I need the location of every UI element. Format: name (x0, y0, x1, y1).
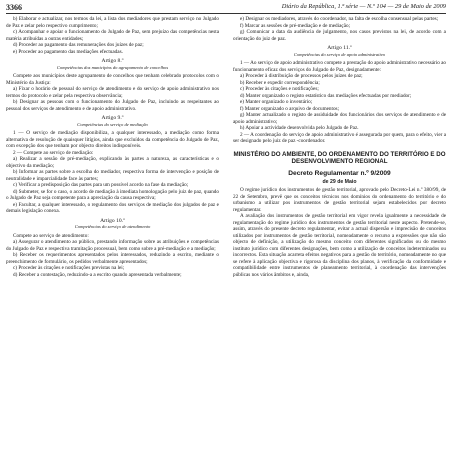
paragraph: A avaliação dos instrumentos de gestão territorial em vigor revela igualmente a necessidade de regulamentação do regime jurídico dos instrumentos de gestão territorial neste aspecto. Pretende-se, assim, através do presente decreto regulamentar, evitar a actual dispersão e imprecisão de conceitos utilizados por instrumentos de gestão territorial, nomeadamente o recurso a expressões que não são objecto de definição, a utilização do mesmo conceito com diferentes significados ou do mesmo instituto jurídico com diferentes designações, bem como a utilização de conceitos indeterminados ou incorrectos. Esta situação acarreta efeitos negativos para a gestão do território, nomeadamente no que se refere à aplicação objectiva e rigorosa da disciplina dos planos, à verificação da conformidade e compatibilidade entre instrumentos de planeamento territorial, à coordenação das intervenções públicas nos vários âmbitos e, ainda, (233, 213, 446, 278)
paragraph: Compete ao serviço de atendimento: (13, 232, 89, 239)
paragraph: 2 — Compete ao serviço de mediação: (13, 149, 94, 156)
header-rule (6, 13, 446, 14)
paragraph: d) Receber a contestação, reduzindo-a a escrito quando apresentada verbalmente; (13, 271, 182, 278)
paragraph: e) Facultar, a qualquer interessado, o regulamento dos serviços de mediação dos julgados de paz e demais legislação conexa. (6, 201, 219, 214)
paragraph: g) Comunicar a data da audiência de julgamento, nos casos previstos na lei, de acordo com a orientação do juiz de paz. (233, 29, 446, 42)
page-number: 3366 (6, 3, 22, 12)
article-8-subtitle: Competências dos municípios do agrupamento de concelhos (56, 64, 169, 70)
paragraph: f) Manter organizado o arquivo de documentos; (240, 105, 340, 112)
paragraph: d) Manter organizado o registo estatístico das mediações efectuadas por mediador; (240, 92, 412, 99)
paragraph: a) Realizar a sessão de pré-mediação, explicando às partes a natureza, as características e o objectivo da mediação; (6, 156, 219, 169)
article-8-title: Artigo 8.º (101, 58, 124, 64)
paragraph: c) Verificar a predisposição das partes para um possível acordo na fase da mediação; (13, 182, 189, 188)
left-column (6, 16, 219, 278)
paragraph: Compete aos municípios deste agrupamento de concelhos que tenham celebrado protocolos com o Ministério da Justiça: (6, 73, 219, 86)
paragraph: 1 — O serviço de mediação disponibiliza, a qualquer interessado, a mediação como forma alternativa de resolução de quaisquer litígios, ainda que excluídos da competência do Julgado de Paz, com excepção dos que tenham por objecto direitos indisponíveis. (6, 130, 219, 149)
paragraph: c) Proceder às citações e notificações; (240, 86, 319, 92)
paragraph: a) Proceder à distribuição de processos pelos juízes de paz; (240, 73, 363, 79)
paragraph: d) Submeter, se for o caso, o acordo de mediação à imediata homologação pelo juiz de paz, quando o Julgado de Paz seja competente para a apreciação da causa respectiva; (6, 188, 219, 201)
paragraph: b) Informar as partes sobre a escolha do mediador, respectiva forma de intervenção e posição de neutralidade e imparcialidade face às partes; (6, 169, 219, 182)
paragraph: c) Acompanhar e apoiar o funcionamento do Julgado de Paz, sem prejuízo das competências nesta matéria atribuídas a outras entidades; (6, 29, 219, 42)
paragraph: e) Proceder ao pagamento das mediações efectuadas. (13, 48, 123, 55)
paragraph: c) Proceder às citações e notificações previstas na lei; (13, 265, 125, 271)
paragraph: h) Apoiar a actividade desenvolvida pelo Julgado de Paz. (240, 125, 359, 131)
right-column (233, 16, 446, 278)
article-10-title: Artigo 10.º (100, 217, 125, 224)
article-9-title: Artigo 9.º (101, 115, 124, 121)
article-9-subtitle: Competências do serviço de mediação (77, 121, 148, 127)
paragraph: e) Designar os mediadores, através do coordenador, na falta de escolha consensual pelas partes; (240, 16, 439, 22)
paragraph: a) Assegurar o atendimento ao público, prestando informação sobre as atribuições e competências do Julgado de Paz e respectiva tramitação processual, bem como sobre a pré-mediação e a mediação; (6, 239, 219, 252)
paragraph: e) Manter organizado o inventário; (240, 99, 313, 105)
paragraph: b) Designar as pessoas com o funcionamento do Julgado de Paz, incluindo as respeitantes ao pessoal dos serviços de atendimento e de apoio administrativo. (6, 99, 219, 112)
paragraph: g) Manter actualizado o registo de assiduidade dos funcionários dos serviços de atendimento e de apoio administrativo; (233, 112, 446, 125)
paragraph: d) Proceder ao pagamento das remunerações dos juízes de paz; (13, 42, 144, 48)
article-11-subtitle: Competências do serviço de apoio administrativo (293, 51, 386, 57)
article-10-subtitle: Competências do serviço de atendimento (74, 224, 151, 229)
decree-title: Decreto Regulamentar n.º 9/2009 (288, 169, 391, 177)
paragraph: a) Fixar o horário de pessoal do serviço de atendimento e do serviço de apoio administrativo nos termos do protocolo e zelar pela respectiva observância; (6, 86, 219, 99)
article-11-title: Artigo 11.º (327, 45, 352, 51)
paragraph: 1 — Ao serviço de apoio administrativo compete a prestação do apoio administrativo necessário ao funcionamento eficaz dos serviços do Julgado de Paz, designadamente: (233, 60, 446, 73)
paragraph: b) Receber os requerimentos apresentados pelos interessados, reduzindo a escrito, mediante o preenchimento de formulário, os pedidos verbalmente apresentados; (6, 252, 219, 265)
paragraph: f) Marcar as sessões de pré-mediação e de mediação; (240, 22, 351, 29)
paragraph: 2 — A coordenação do serviço de apoio administrativo é assegurada por quem, para o efeito, vier a ser designado pelo juiz de paz -coordenador. (233, 131, 446, 144)
paragraph: O regime jurídico dos instrumentos de gestão territorial, aprovado pelo Decreto-Lei n.º 380/99, de 22 de Setembro, prevê que os conceitos técnicos nos domínios do ordenamento do território e do urbanismo a utilizar pos instrumentos de gestão territorial sejam estabelecidos por decreto regulamentar. (233, 187, 446, 213)
ministry-heading: MINISTÉRIO DO AMBIENTE, DO ORDENAMENTO DO TERRITÓRIO E DO DESENVOLVIMENTO REGIONAL (233, 150, 446, 166)
paragraph: b) Elaborar e actualizar, nos termos da lei, a lista dos mediadores que prestam serviço no Julgado de Paz e zelar pelo respectivo cumprimento; (6, 16, 219, 29)
journal-title: Diário da República, 1.ª série — N.º 104 — 29 de Maio de 2009 (281, 3, 446, 10)
page-header (6, 3, 446, 13)
paragraph: b) Receber e expedir correspondência; (240, 79, 320, 86)
decree-date: de 29 de Maio (322, 178, 357, 185)
